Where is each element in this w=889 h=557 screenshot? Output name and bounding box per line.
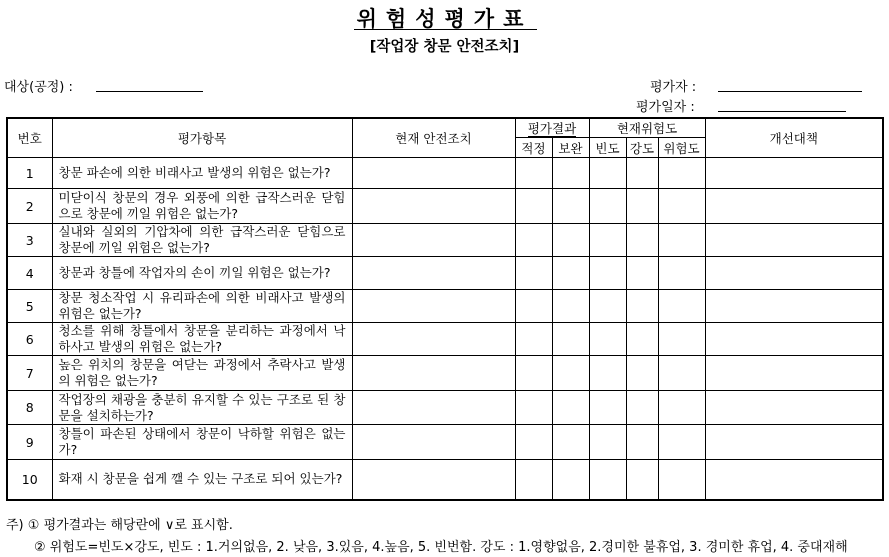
current-measure-cell[interactable] (352, 391, 515, 425)
result-supplement-cell[interactable] (552, 356, 589, 391)
severity-cell[interactable] (626, 158, 658, 189)
col-header-severity: 강도 (626, 138, 658, 158)
improvement-cell[interactable] (705, 224, 883, 257)
risk-level-cell[interactable] (658, 257, 705, 290)
result-proper-cell[interactable] (515, 189, 552, 224)
table-row (7, 323, 883, 356)
table-row (7, 158, 883, 189)
target-label: 대상(공정) : (4, 80, 73, 95)
result-proper-cell[interactable] (515, 224, 552, 257)
result-supplement-cell[interactable] (552, 189, 589, 224)
page-subtitle: [작업장 창문 안전조치] (369, 39, 520, 55)
frequency-cell[interactable] (589, 224, 626, 257)
col-header-result: 평가결과 (515, 118, 589, 138)
col-header-risk: 현재위험도 (589, 118, 705, 138)
risk-level-cell[interactable] (658, 425, 705, 460)
result-proper-cell[interactable] (515, 323, 552, 356)
row-item: 창문 파손에 의한 비래사고 발생의 위험은 없는가? (52, 158, 352, 189)
table-row (7, 189, 883, 224)
improvement-cell[interactable] (705, 460, 883, 500)
col-header-current: 현재 안전조치 (352, 118, 515, 158)
row-number: 10 (7, 460, 52, 500)
title-underline (354, 29, 537, 30)
severity-cell[interactable] (626, 323, 658, 356)
improvement-cell[interactable] (705, 290, 883, 323)
row-number: 8 (7, 391, 52, 425)
row-number: 2 (7, 189, 52, 224)
row-number: 9 (7, 425, 52, 460)
row-item: 작업장의 채광을 충분히 유지할 수 있는 구조로 된 창문을 설치하는가? (52, 391, 352, 425)
frequency-cell[interactable] (589, 189, 626, 224)
risk-level-cell[interactable] (658, 460, 705, 500)
frequency-cell[interactable] (589, 290, 626, 323)
frequency-cell[interactable] (589, 460, 626, 500)
row-number: 5 (7, 290, 52, 323)
row-item: 높은 위치의 창문을 여닫는 과정에서 추락사고 발생의 위험은 없는가? (52, 356, 352, 391)
col-header-frequency: 빈도 (589, 138, 626, 158)
severity-cell[interactable] (626, 356, 658, 391)
current-measure-cell[interactable] (352, 356, 515, 391)
improvement-cell[interactable] (705, 356, 883, 391)
current-measure-cell[interactable] (352, 189, 515, 224)
risk-level-cell[interactable] (658, 189, 705, 224)
row-item: 실내와 실외의 기압차에 의한 급작스러운 닫힘으로 창문에 끼일 위험은 없는가? (52, 224, 352, 257)
col-header-risk-level: 위험도 (658, 138, 705, 158)
result-proper-cell[interactable] (515, 391, 552, 425)
row-item: 창문과 창틀에 작업자의 손이 끼일 위험은 없는가? (52, 257, 352, 290)
table-row (7, 356, 883, 391)
result-proper-cell[interactable] (515, 290, 552, 323)
severity-cell[interactable] (626, 290, 658, 323)
date-field[interactable] (718, 111, 846, 112)
col-header-supplement: 보완 (552, 138, 589, 158)
improvement-cell[interactable] (705, 425, 883, 460)
severity-cell[interactable] (626, 391, 658, 425)
result-supplement-cell[interactable] (552, 460, 589, 500)
result-proper-cell[interactable] (515, 158, 552, 189)
result-supplement-cell[interactable] (552, 290, 589, 323)
row-number: 4 (7, 257, 52, 290)
col-header-item: 평가항목 (52, 118, 352, 158)
row-item: 창문 청소작업 시 유리파손에 의한 비래사고 발생의 위험은 없는가? (52, 290, 352, 323)
improvement-cell[interactable] (705, 391, 883, 425)
col-header-improve: 개선대책 (705, 118, 883, 158)
table-row (7, 224, 883, 257)
result-supplement-cell[interactable] (552, 323, 589, 356)
risk-level-cell[interactable] (658, 391, 705, 425)
note-1: 주) ① 평가결과는 해당란에 ∨로 표시함. (6, 518, 233, 533)
row-number: 7 (7, 356, 52, 391)
table-row (7, 391, 883, 425)
page-title: 위험성평가표 (356, 7, 533, 31)
col-header-no: 번호 (7, 118, 52, 158)
severity-cell[interactable] (626, 189, 658, 224)
severity-cell[interactable] (626, 425, 658, 460)
improvement-cell[interactable] (705, 158, 883, 189)
result-proper-cell[interactable] (515, 460, 552, 500)
frequency-cell[interactable] (589, 323, 626, 356)
table-row (7, 425, 883, 460)
frequency-cell[interactable] (589, 257, 626, 290)
frequency-cell[interactable] (589, 356, 626, 391)
current-measure-cell[interactable] (352, 460, 515, 500)
risk-level-cell[interactable] (658, 158, 705, 189)
table-body (7, 158, 883, 500)
result-supplement-cell[interactable] (552, 257, 589, 290)
result-supplement-cell[interactable] (552, 158, 589, 189)
result-proper-cell[interactable] (515, 356, 552, 391)
current-measure-cell[interactable] (352, 257, 515, 290)
table-row (7, 290, 883, 323)
date-label: 평가일자 : (636, 100, 695, 115)
severity-cell[interactable] (626, 224, 658, 257)
current-measure-cell[interactable] (352, 323, 515, 356)
frequency-cell[interactable] (589, 391, 626, 425)
current-measure-cell[interactable] (352, 158, 515, 189)
risk-level-cell[interactable] (658, 356, 705, 391)
frequency-cell[interactable] (589, 158, 626, 189)
row-item: 청소를 위해 창틀에서 창문을 분리하는 과정에서 낙하사고 발생의 위험은 없는가? (52, 323, 352, 356)
row-number: 6 (7, 323, 52, 356)
improvement-cell[interactable] (705, 189, 883, 224)
row-number: 1 (7, 158, 52, 189)
col-header-proper: 적정 (515, 138, 552, 158)
result-supplement-cell[interactable] (552, 224, 589, 257)
improvement-cell[interactable] (705, 323, 883, 356)
improvement-cell[interactable] (705, 257, 883, 290)
note-2: ② 위험도=빈도×강도, 빈도 : 1.거의없음, 2. 낮음, 3.있음, 4.높음, 5. 빈번함. 강도 : 1.영향없음, 2.경미한 불휴업, 3. 경미한 휴업, 4. 중대재해 (34, 540, 848, 555)
risk-level-cell[interactable] (658, 290, 705, 323)
row-number: 3 (7, 224, 52, 257)
assessor-field[interactable] (718, 91, 862, 92)
table-row (7, 460, 883, 500)
risk-level-cell[interactable] (658, 323, 705, 356)
result-supplement-cell[interactable] (552, 425, 589, 460)
current-measure-cell[interactable] (352, 224, 515, 257)
result-proper-cell[interactable] (515, 425, 552, 460)
result-supplement-cell[interactable] (552, 391, 589, 425)
frequency-cell[interactable] (589, 425, 626, 460)
row-item: 화재 시 창문을 쉽게 깰 수 있는 구조로 되어 있는가? (52, 460, 352, 500)
assessor-label: 평가자 : (650, 80, 697, 95)
row-item: 미닫이식 창문의 경우 외풍에 의한 급작스러운 닫힘으로 창문에 끼일 위험은 없는가? (52, 189, 352, 224)
risk-level-cell[interactable] (658, 224, 705, 257)
severity-cell[interactable] (626, 460, 658, 500)
risk-assessment-table (6, 117, 884, 501)
severity-cell[interactable] (626, 257, 658, 290)
row-item: 창틀이 파손된 상태에서 창문이 낙하할 위험은 없는가? (52, 425, 352, 460)
current-measure-cell[interactable] (352, 425, 515, 460)
table-row (7, 257, 883, 290)
current-measure-cell[interactable] (352, 290, 515, 323)
target-field[interactable] (96, 91, 203, 92)
result-proper-cell[interactable] (515, 257, 552, 290)
